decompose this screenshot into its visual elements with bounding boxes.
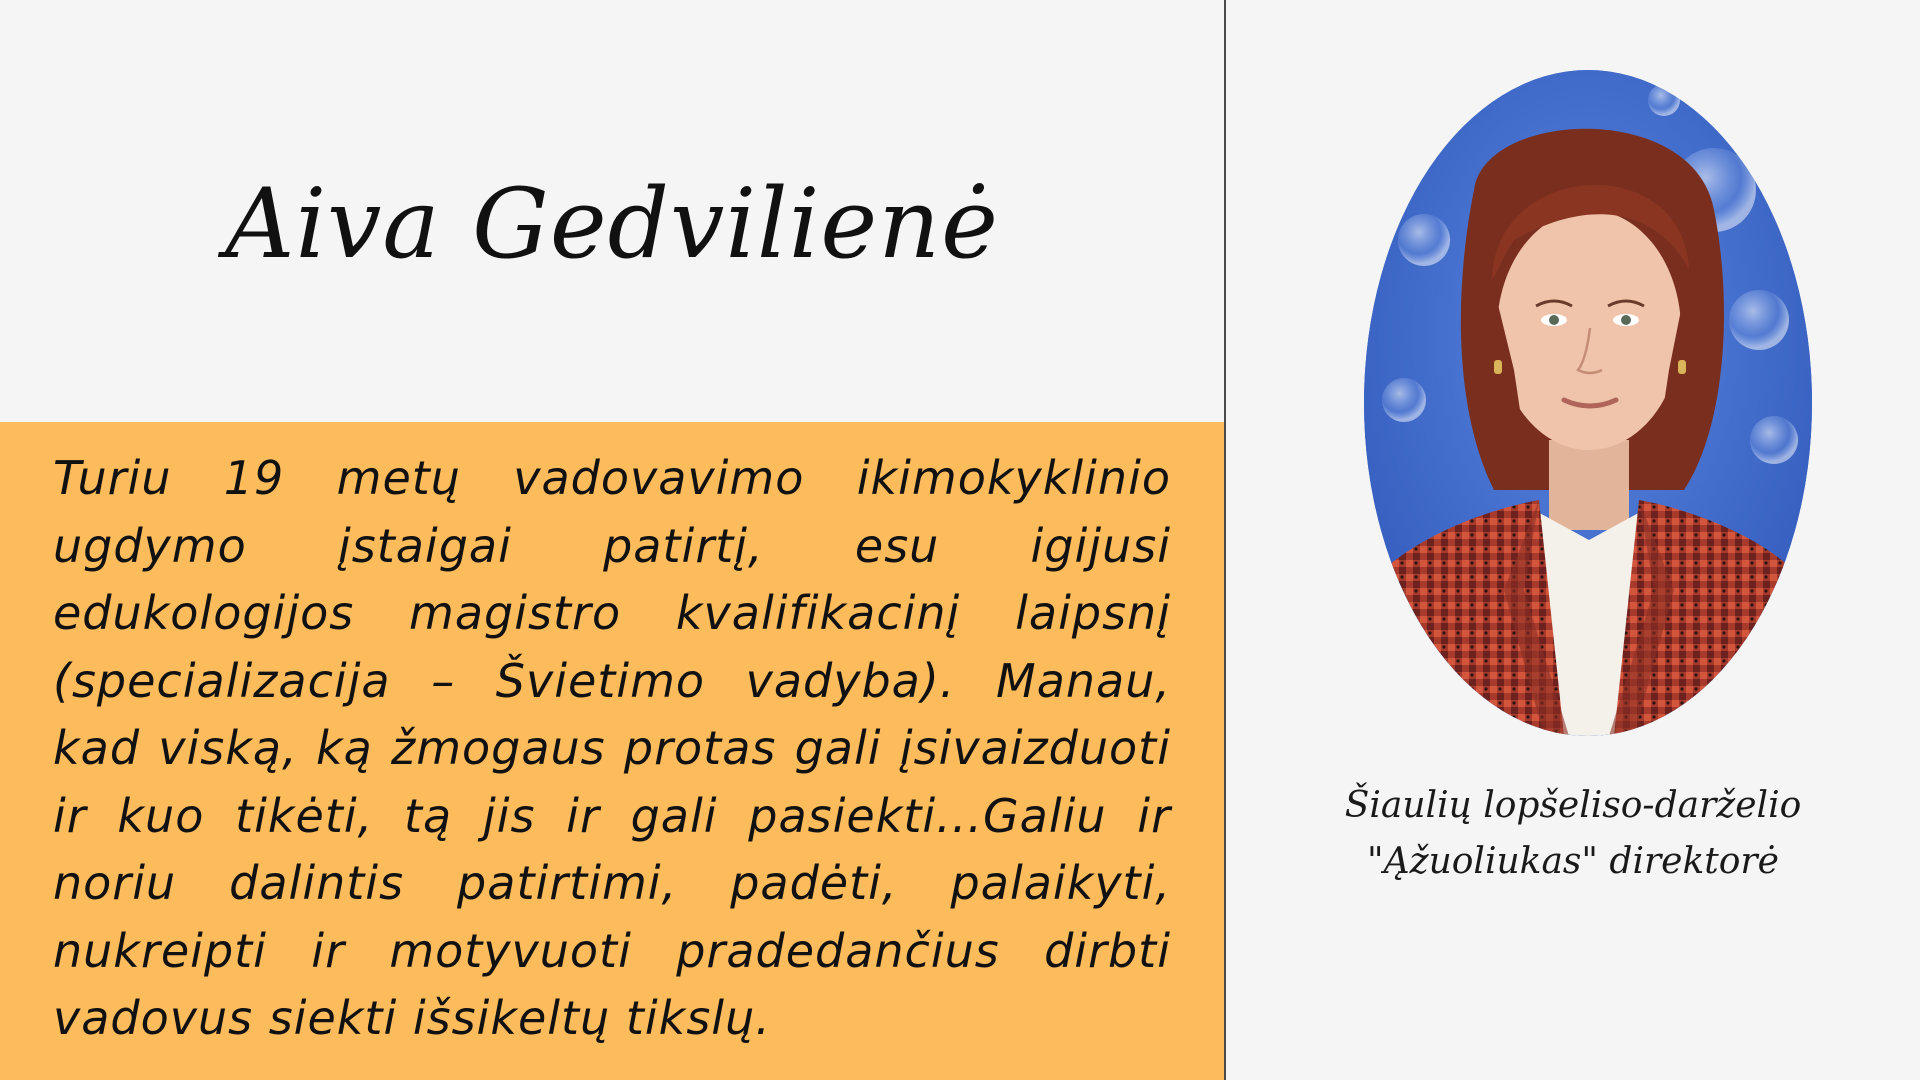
caption-line-position: "Ąžuoliukas" direktorė (1367, 841, 1779, 882)
vertical-divider (1224, 0, 1226, 1080)
caption-line-organization: Šiaulių lopšeliso-darželio (1344, 785, 1802, 826)
portrait-photo (1364, 70, 1812, 736)
bio-text: Turiu 19 metų vadovavimo ikimokyklinio ugdymo įstaigai patirtį, esu igijusi edukologijos magistro kvalifikacinį laipsnį (specializacija – Švietimo vadyba). Manau, kad viską, ką žmogaus protas gali įsivaizduoti ir kuo tikėti, tą jis ir gali pasiekti...Galiu ir noriu dalintis patirtimi, padėti, palaikyti, nukreipti ir motyvuoti pradedančius dirbti vadovus siekti išsikeltų tikslų. (53, 451, 1171, 1045)
portrait-illustration (1364, 70, 1812, 736)
job-title-caption (1226, 778, 1920, 890)
person-name: Aiva Gedvilienė (225, 168, 999, 280)
